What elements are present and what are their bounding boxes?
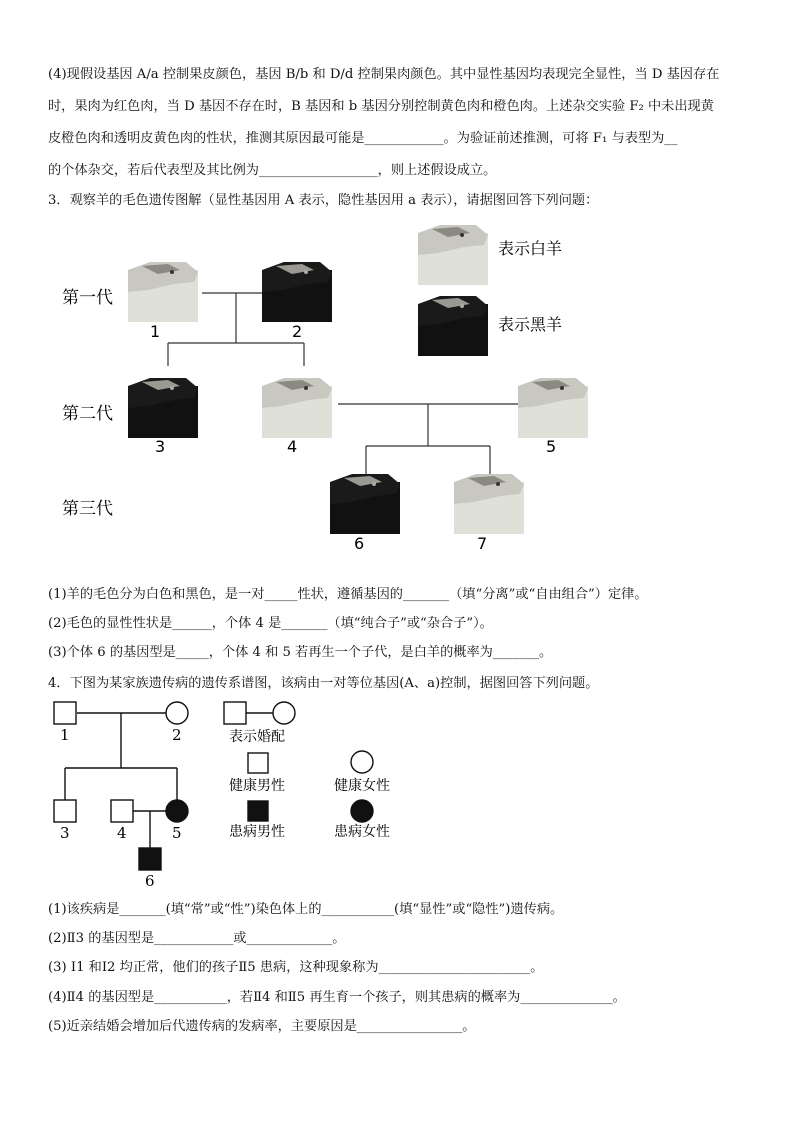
individual-2-number: 2 [172, 726, 182, 744]
legend-marriage-square-icon [224, 702, 246, 724]
question-4-sub4: (4)Ⅱ4 的基因型是___________，若Ⅱ4 和Ⅱ5 再生育一个孩子，则其患病的概率为______________。 [48, 990, 626, 1005]
generation-3-label: 第三代 [62, 499, 113, 519]
generation-2-label: 第二代 [62, 404, 113, 424]
question-3-sub3: (3)个体 6 的基因型是_____，个体 4 和 5 若再生一个子代，是白羊的概率为_______。 [48, 645, 553, 660]
legend-healthy-female-label: 健康女性 [334, 778, 390, 794]
question-2-part4-line4: 的个体杂交，若后代表型及其比例为__________________，则上述假设成立。 [48, 163, 497, 178]
legend-sick-male-icon [248, 801, 268, 821]
question-3-sub1: (1)羊的毛色分为白色和黑色，是一对_____性状，遵循基因的_______（填“分离”或“自由组合”）定律。 [48, 587, 648, 602]
sheep-7-number: 7 [477, 534, 488, 553]
sheep-7-white [454, 474, 524, 534]
sheep-1-number: 1 [150, 322, 161, 341]
sheep-2-black [262, 262, 332, 322]
question-2-part4-line2: 时，果肉为红色肉，当 D 基因不存在时，B 基因和 b 基因分别控制黄色肉和橙色肉。上述杂交实验 F₂ 中未出现黄 [48, 99, 714, 114]
question-3-sub2: (2)毛色的显性性状是______，个体 4 是_______（填“纯合子”或“杂合子”）。 [48, 616, 493, 631]
family-disease-pedigree [0, 695, 800, 890]
individual-6-number: 6 [145, 872, 155, 890]
individual-5-number: 5 [172, 824, 182, 842]
question-3-title: 3．观察羊的毛色遗传图解（显性基因用 A 表示，隐性基因用 a 表示），请据图回答下列问题： [48, 193, 599, 208]
question-4-sub5: (5)近亲结婚会增加后代遗传病的发病率，主要原因是________________。 [48, 1019, 476, 1034]
gen2-connector-lines [338, 404, 518, 476]
sheep-4-white [262, 378, 332, 438]
question-2-part4-line3: 皮橙色肉和透明皮黄色肉的性状，推测其原因最可能是____________。为验证前述推测，可将 F₁ 与表型为__ [48, 131, 678, 146]
individual-3-number: 3 [60, 824, 70, 842]
individual-4-number: 4 [117, 824, 127, 842]
sheep-3-black [128, 378, 198, 438]
legend-healthy-male-label: 健康男性 [229, 778, 285, 794]
sheep-6-number: 6 [354, 534, 365, 553]
sheep-coat-color-pedigree [0, 210, 800, 570]
individual-5-affected-female [166, 800, 188, 822]
individual-1-healthy-male [54, 702, 76, 724]
generation-1-label: 第一代 [62, 288, 113, 308]
individual-4-healthy-male [111, 800, 133, 822]
individual-2-healthy-female [166, 702, 188, 724]
legend-sick-female-label: 患病女性 [334, 824, 390, 840]
sheep-2-number: 2 [292, 322, 303, 341]
question-4-sub1: (1)该疾病是_______(填“常”或“性”)染色体上的___________(填“显性”或“隐性”)遗传病。 [48, 902, 564, 917]
pedigree-legend [224, 702, 390, 840]
legend-healthy-male-icon [248, 753, 268, 773]
sheep-6-black [330, 474, 400, 534]
sheep-1-white [128, 262, 198, 322]
question-4-title: 4．下图为某家族遗传病的遗传系谱图，该病由一对等位基因(A、a)控制，据图回答下列问题。 [48, 676, 599, 691]
legend-sick-male-label: 患病男性 [229, 824, 285, 840]
sheep-5-white [518, 378, 588, 438]
sheep-4-number: 4 [287, 437, 298, 456]
individual-6-affected-male [139, 848, 161, 870]
question-4-sub3: (3) Ⅰ1 和Ⅰ2 均正常，他们的孩子Ⅱ5 患病，这种现象称为_______________________。 [48, 960, 544, 975]
sheep-5-number: 5 [546, 437, 557, 456]
question-4-sub2: (2)Ⅱ3 的基因型是____________或_____________。 [48, 931, 346, 946]
legend-black-sheep-icon [418, 296, 488, 356]
legend-marriage-circle-icon [273, 702, 295, 724]
sheep-3-number: 3 [155, 437, 166, 456]
legend-marriage-label: 表示婚配 [229, 729, 285, 745]
legend-white-sheep-icon [418, 225, 488, 285]
individual-1-number: 1 [60, 726, 70, 744]
legend-black-label: 表示黑羊 [498, 315, 563, 334]
legend-healthy-female-icon [351, 751, 373, 773]
legend-sick-female-icon [351, 800, 373, 822]
question-2-part4-line1: (4)现假设基因 A/a 控制果皮颜色，基因 B/b 和 D/d 控制果肉颜色。其中显性基因均表现完全显性，当 D 基因存在 [48, 67, 720, 82]
individual-3-healthy-male [54, 800, 76, 822]
legend-white-label: 表示白羊 [498, 239, 563, 258]
